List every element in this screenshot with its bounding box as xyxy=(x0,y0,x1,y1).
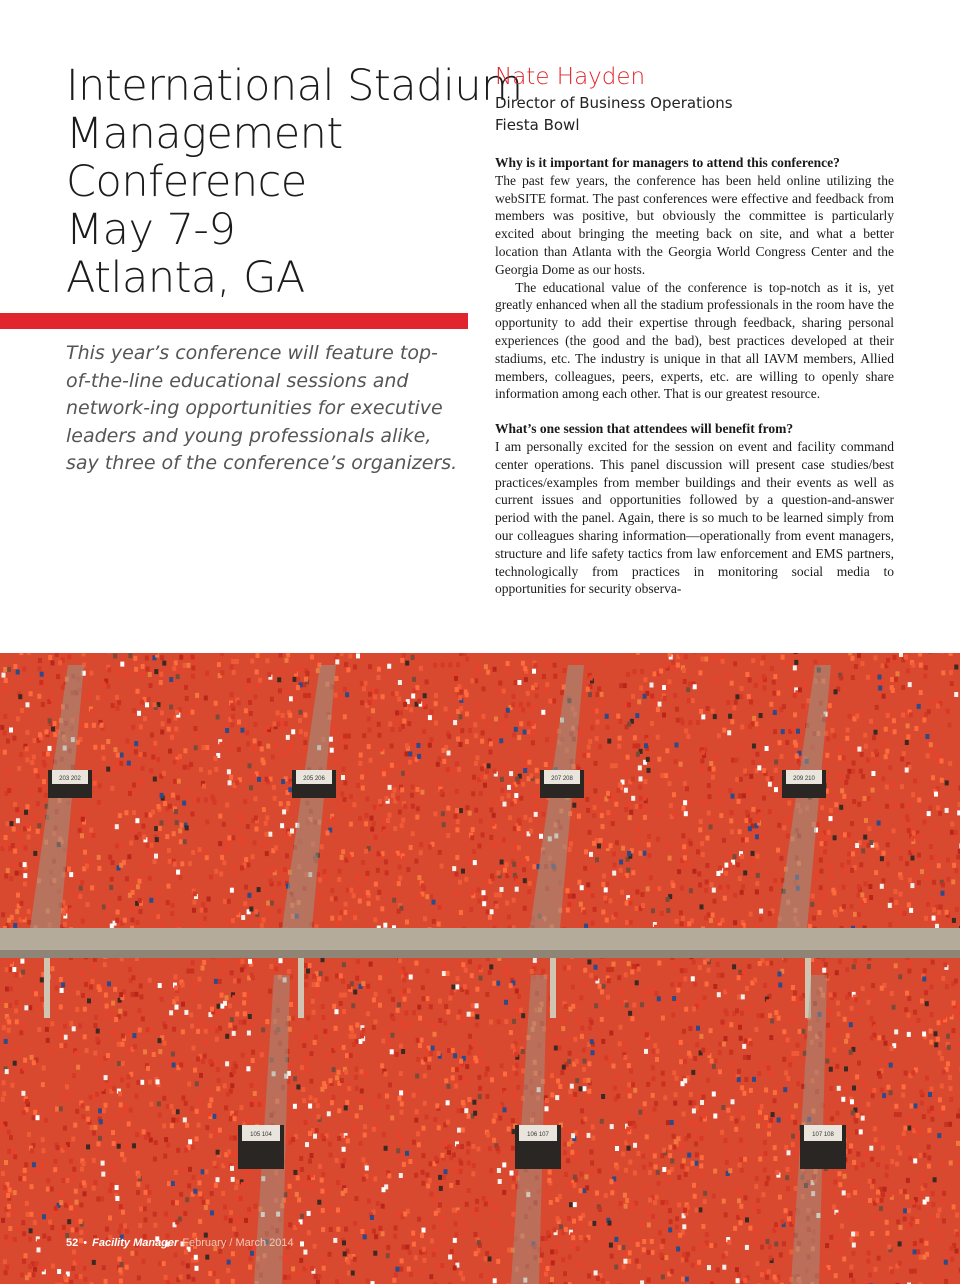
page-footer: 52 • Facility Manager February / March 2014 xyxy=(66,1237,294,1249)
section-sign-label: 207 208 xyxy=(551,776,573,782)
interviewee-name: Nate Hayden xyxy=(495,64,646,90)
answer xyxy=(495,438,894,598)
answer xyxy=(495,172,894,403)
headline-line: Management xyxy=(66,109,343,159)
interview-column xyxy=(495,62,894,598)
answer-paragraph: The past few years, the conference has been held online utilizing the webSITE format. The past conferences were effective and feedback from members was positive, but obviously the committee is particularly excited about bringing the meeting back on site, and what a better location than Atlanta with the Georgia World Congress Center and the Georgia Dome as our hosts. xyxy=(495,172,894,277)
headline-line: Conference xyxy=(66,157,307,207)
issue-date: February / March 2014 xyxy=(182,1237,294,1249)
crowd-illustration xyxy=(0,645,960,1284)
interviewee-organization: Fiesta Bowl xyxy=(495,116,580,134)
section-sign-label: 105 104 xyxy=(250,1132,272,1138)
support-column xyxy=(44,958,50,1018)
red-divider-bar xyxy=(0,313,468,329)
qa-block xyxy=(495,420,894,598)
section-sign-label: 209 210 xyxy=(793,776,815,782)
question: What’s one session that attendees will benefit from? xyxy=(495,421,794,437)
concourse-ledge xyxy=(0,928,960,950)
answer-paragraph: The educational value of the conference is top-notch as it is, yet greatly enhanced when all the stadium professionals in the room have the opportunity to add their expertise through feedback, sharing personal experiences (the good and the bad), best practices developed at their stadiums, etc. The industry is unique in that all IAVM members, Allied members, colleagues, peers, experts, etc. are willing to openly share information among each other. That is our greatest resource. xyxy=(495,279,894,402)
article-dek: This year’s conference will feature top-of-the-line educational sessions and network-ing opportunities for executive leaders and young professionals alike, say three of the conference’s organizers. xyxy=(66,342,458,475)
photo-top-edge xyxy=(0,645,960,653)
concourse-shadow xyxy=(0,950,960,958)
question: Why is it important for managers to attend this conference? xyxy=(495,155,840,170)
stadium-crowd-photo xyxy=(0,645,960,1284)
headline-line: International Stadium xyxy=(66,61,523,111)
answer-paragraph: I am personally excited for the session on event and facility command center operations. This panel discussion will present case studies/best practices/examples from member buildings and their events as well as current issues and opportunities followed by a question-and-answer period with the panel. Again, there is so much to be learned simply from our colleagues sharing information—operationally from event managers, structure and life safety tactics from law enforcement and EMS partners, technologically from practices in monitoring social media to opportunities for security observa- xyxy=(495,438,894,597)
section-sign-label: 106 107 xyxy=(527,1132,549,1138)
support-column xyxy=(298,958,304,1018)
magazine-name: Facility Manager xyxy=(92,1237,179,1249)
qa-block xyxy=(495,154,894,403)
interviewee-title: Director of Business Operations xyxy=(495,94,733,112)
page-number: 52 xyxy=(66,1237,79,1249)
section-sign-label: 107 108 xyxy=(812,1132,834,1138)
section-sign-label: 205 206 xyxy=(303,776,325,782)
headline-line: May 7-9 xyxy=(66,205,236,255)
support-column xyxy=(550,958,556,1018)
section-sign-label: 203 202 xyxy=(59,776,81,782)
headline-line: Atlanta, GA xyxy=(66,253,305,303)
article-headline xyxy=(66,61,523,303)
